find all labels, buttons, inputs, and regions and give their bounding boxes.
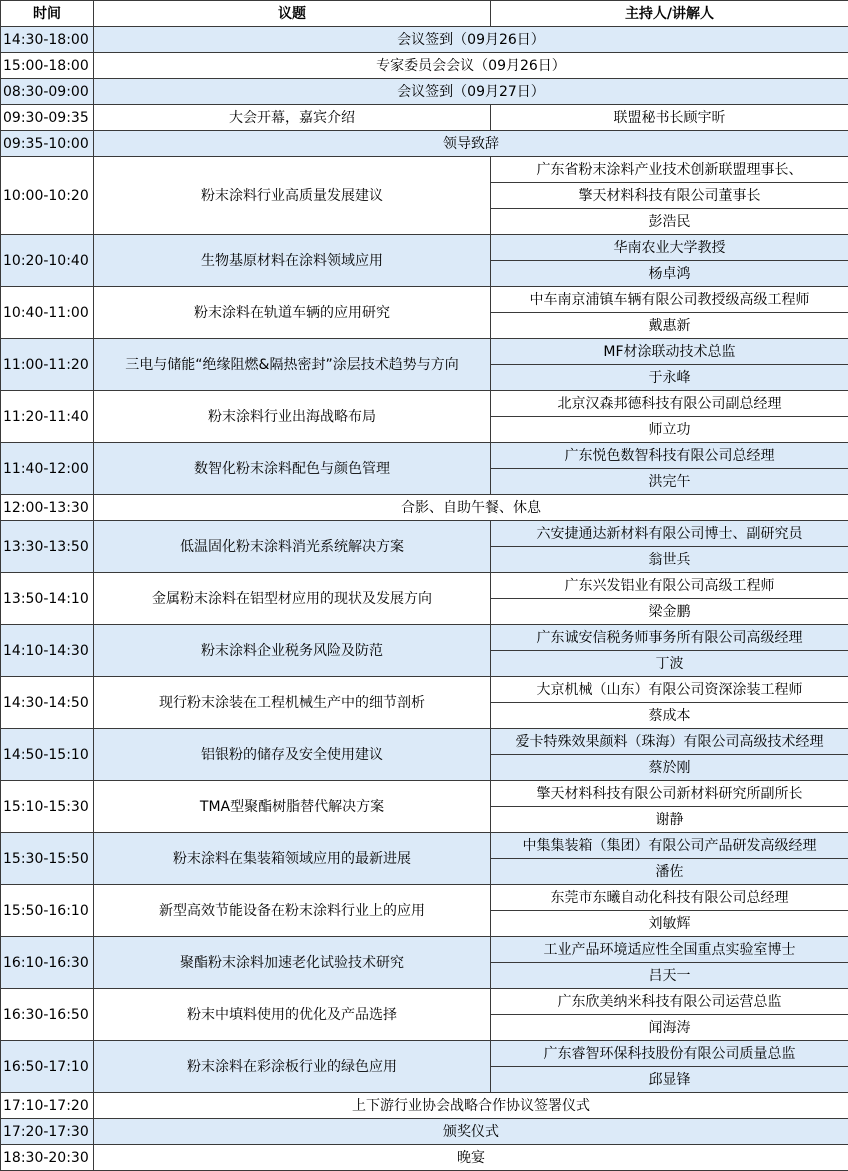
speaker-cell: MF材涂联动技术总监	[491, 339, 848, 365]
speaker-cell: 邱显锋	[491, 1067, 848, 1093]
time-cell: 14:50-15:10	[1, 729, 94, 781]
table-row	[1, 157, 848, 183]
speaker-cell: 擎天材料科技有限公司董事长	[491, 183, 848, 209]
speaker-cell: 广东睿智环保科技股份有限公司质量总监	[491, 1041, 848, 1067]
time-cell: 18:30-20:30	[1, 1145, 94, 1171]
topic-cell: 粉末中填料使用的优化及产品选择	[94, 989, 491, 1041]
speaker-cell: 爱卡特殊效果颜料（珠海）有限公司高级技术经理	[491, 729, 848, 755]
table-row	[1, 79, 848, 105]
topic-cell: 会议签到（09月27日）	[94, 79, 848, 105]
topic-cell: 现行粉末涂装在工程机械生产中的细节剖析	[94, 677, 491, 729]
topic-cell: 生物基原材料在涂料领域应用	[94, 235, 491, 287]
time-cell: 10:20-10:40	[1, 235, 94, 287]
speaker-cell: 刘敏辉	[491, 911, 848, 937]
topic-cell: TMA型聚酯树脂替代解决方案	[94, 781, 491, 833]
speaker-cell: 谢静	[491, 807, 848, 833]
topic-cell: 聚酯粉末涂料加速老化试验技术研究	[94, 937, 491, 989]
topic-cell: 大会开幕，嘉宾介绍	[94, 105, 491, 131]
table-row	[1, 53, 848, 79]
table-row	[1, 677, 848, 703]
table-row	[1, 937, 848, 963]
table-row	[1, 339, 848, 365]
topic-cell: 合影、自助午餐、休息	[94, 495, 848, 521]
table-row	[1, 1145, 848, 1171]
time-cell: 09:30-09:35	[1, 105, 94, 131]
table-row	[1, 1093, 848, 1119]
table-row	[1, 443, 848, 469]
table-row	[1, 833, 848, 859]
table-row	[1, 885, 848, 911]
table-row	[1, 521, 848, 547]
time-cell: 13:50-14:10	[1, 573, 94, 625]
topic-cell: 粉末涂料企业税务风险及防范	[94, 625, 491, 677]
time-cell: 14:30-18:00	[1, 27, 94, 53]
speaker-cell: 师立功	[491, 417, 848, 443]
speaker-cell: 擎天材料科技有限公司新材料研究所副所长	[491, 781, 848, 807]
speaker-cell: 中车南京浦镇车辆有限公司教授级高级工程师	[491, 287, 848, 313]
speaker-cell: 杨卓鸿	[491, 261, 848, 287]
speaker-cell: 潘佐	[491, 859, 848, 885]
table-header-row	[1, 1, 848, 27]
time-cell: 11:20-11:40	[1, 391, 94, 443]
speaker-cell: 中集集装箱（集团）有限公司产品研发高级经理	[491, 833, 848, 859]
speaker-cell: 广东兴发铝业有限公司高级工程师	[491, 573, 848, 599]
agenda-body	[1, 27, 848, 1171]
time-cell: 14:30-14:50	[1, 677, 94, 729]
time-cell: 15:50-16:10	[1, 885, 94, 937]
time-cell: 11:40-12:00	[1, 443, 94, 495]
table-row	[1, 495, 848, 521]
time-cell: 16:10-16:30	[1, 937, 94, 989]
speaker-cell: 东莞市东曦自动化科技有限公司总经理	[491, 885, 848, 911]
topic-cell: 数智化粉末涂料配色与颜色管理	[94, 443, 491, 495]
speaker-cell: 华南农业大学教授	[491, 235, 848, 261]
speaker-cell: 梁金鹏	[491, 599, 848, 625]
speaker-cell: 戴惠新	[491, 313, 848, 339]
topic-cell: 粉末涂料在轨道车辆的应用研究	[94, 287, 491, 339]
table-row	[1, 235, 848, 261]
speaker-cell: 广东悦色数智科技有限公司总经理	[491, 443, 848, 469]
speaker-cell: 广东欣美纳米科技有限公司运营总监	[491, 989, 848, 1015]
time-cell: 16:50-17:10	[1, 1041, 94, 1093]
speaker-cell: 六安捷通达新材料有限公司博士、副研究员	[491, 521, 848, 547]
topic-cell: 新型高效节能设备在粉末涂料行业上的应用	[94, 885, 491, 937]
time-cell: 17:10-17:20	[1, 1093, 94, 1119]
table-row	[1, 729, 848, 755]
speaker-cell: 大京机械（山东）有限公司资深涂装工程师	[491, 677, 848, 703]
topic-cell: 上下游行业协会战略合作协议签署仪式	[94, 1093, 848, 1119]
time-cell: 15:00-18:00	[1, 53, 94, 79]
column-header-time: 时间	[1, 1, 94, 27]
topic-cell: 领导致辞	[94, 131, 848, 157]
speaker-cell: 闻海涛	[491, 1015, 848, 1041]
speaker-cell: 蔡成本	[491, 703, 848, 729]
column-header-speaker: 主持人/讲解人	[491, 1, 848, 27]
time-cell: 12:00-13:30	[1, 495, 94, 521]
time-cell: 16:30-16:50	[1, 989, 94, 1041]
topic-cell: 会议签到（09月26日）	[94, 27, 848, 53]
speaker-cell: 彭浩民	[491, 209, 848, 235]
table-row	[1, 989, 848, 1015]
speaker-cell: 丁波	[491, 651, 848, 677]
table-row	[1, 131, 848, 157]
speaker-cell: 洪完午	[491, 469, 848, 495]
table-row	[1, 287, 848, 313]
speaker-cell: 广东省粉末涂料产业技术创新联盟理事长、	[491, 157, 848, 183]
speaker-cell: 于永峰	[491, 365, 848, 391]
topic-cell: 晚宴	[94, 1145, 848, 1171]
column-header-topic: 议题	[94, 1, 491, 27]
topic-cell: 低温固化粉末涂料消光系统解决方案	[94, 521, 491, 573]
speaker-cell: 广东诚安信税务师事务所有限公司高级经理	[491, 625, 848, 651]
topic-cell: 铝银粉的储存及安全使用建议	[94, 729, 491, 781]
table-row	[1, 573, 848, 599]
speaker-cell: 工业产品环境适应性全国重点实验室博士	[491, 937, 848, 963]
time-cell: 10:40-11:00	[1, 287, 94, 339]
speaker-cell: 吕天一	[491, 963, 848, 989]
table-row	[1, 105, 848, 131]
table-row	[1, 781, 848, 807]
time-cell: 15:30-15:50	[1, 833, 94, 885]
time-cell: 14:10-14:30	[1, 625, 94, 677]
topic-cell: 金属粉末涂料在铝型材应用的现状及发展方向	[94, 573, 491, 625]
time-cell: 09:35-10:00	[1, 131, 94, 157]
topic-cell: 颁奖仪式	[94, 1119, 848, 1145]
table-row	[1, 27, 848, 53]
time-cell: 17:20-17:30	[1, 1119, 94, 1145]
time-cell: 10:00-10:20	[1, 157, 94, 235]
topic-cell: 专家委员会会议（09月26日）	[94, 53, 848, 79]
table-row	[1, 391, 848, 417]
table-row	[1, 1041, 848, 1067]
time-cell: 08:30-09:00	[1, 79, 94, 105]
time-cell: 13:30-13:50	[1, 521, 94, 573]
topic-cell: 粉末涂料行业出海战略布局	[94, 391, 491, 443]
speaker-cell: 翁世兵	[491, 547, 848, 573]
topic-cell: 粉末涂料行业高质量发展建议	[94, 157, 491, 235]
topic-cell: 三电与储能“绝缘阻燃&隔热密封”涂层技术趋势与方向	[94, 339, 491, 391]
topic-cell: 粉末涂料在集装箱领域应用的最新进展	[94, 833, 491, 885]
table-row	[1, 625, 848, 651]
time-cell: 11:00-11:20	[1, 339, 94, 391]
speaker-cell: 蔡於刚	[491, 755, 848, 781]
table-row	[1, 1119, 848, 1145]
speaker-cell: 北京汉森邦德科技有限公司副总经理	[491, 391, 848, 417]
speaker-cell: 联盟秘书长顾宇昕	[491, 105, 848, 131]
time-cell: 15:10-15:30	[1, 781, 94, 833]
topic-cell: 粉末涂料在彩涂板行业的绿色应用	[94, 1041, 491, 1093]
